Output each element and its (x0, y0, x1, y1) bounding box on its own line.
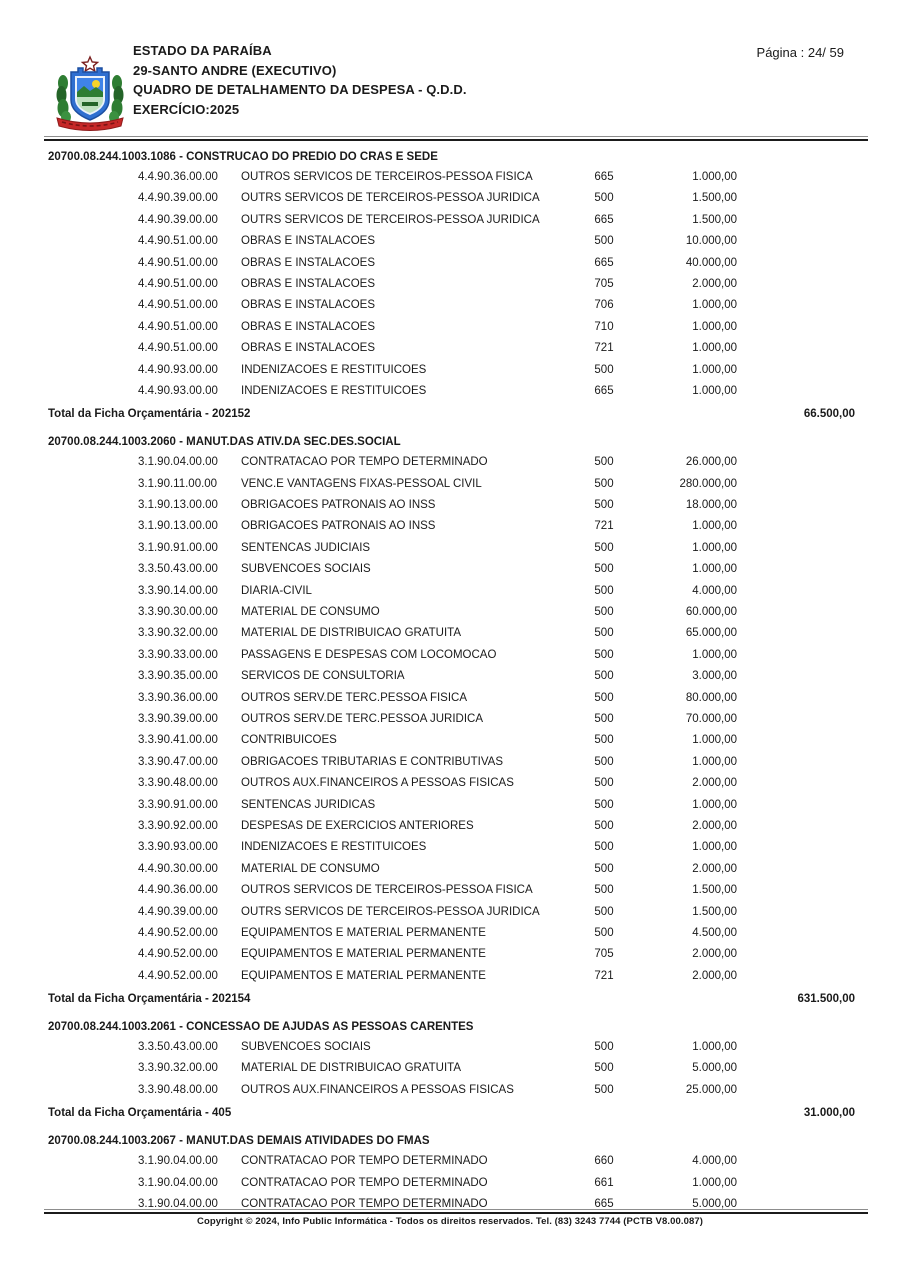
row-source: 665 (594, 1198, 614, 1211)
row-value: 280.000,00 (679, 477, 737, 490)
row-code: 4.4.90.39.00.00 (138, 905, 218, 918)
header-exercise: EXERCÍCIO:2025 (133, 101, 240, 117)
footer-divider (44, 1209, 868, 1214)
table-row (45, 688, 865, 709)
budget-section (45, 145, 865, 426)
row-value: 1.000,00 (692, 363, 737, 376)
row-description: SENTENCAS JUDICIAIS (241, 541, 371, 554)
row-code: 3.1.90.04.00.00 (138, 1155, 218, 1168)
section-title: 20700.08.244.1003.2060 - MANUT.DAS ATIV.DA SEC.DES.SOCIAL (48, 436, 401, 449)
row-code: 3.3.90.32.00.00 (138, 1062, 218, 1075)
row-code: 3.1.90.04.00.00 (138, 456, 218, 469)
row-code: 3.1.90.11.00.00 (138, 477, 218, 490)
row-value: 2.000,00 (692, 777, 737, 790)
section-total (45, 987, 865, 1011)
row-code: 3.1.90.13.00.00 (138, 499, 218, 512)
total-label: Total da Ficha Orçamentária - 202152 (48, 408, 251, 421)
row-code: 4.4.90.30.00.00 (138, 862, 218, 875)
table-row (45, 923, 865, 944)
section-rows (45, 452, 865, 987)
row-source: 665 (594, 384, 614, 397)
table-row (45, 253, 865, 274)
row-source: 500 (594, 798, 614, 811)
total-value: 66.500,00 (803, 408, 855, 421)
section-rows (45, 167, 865, 402)
row-source: 500 (594, 563, 614, 576)
row-value: 3.000,00 (692, 670, 737, 683)
row-source: 500 (594, 477, 614, 490)
total-label: Total da Ficha Orçamentária - 405 (48, 1107, 232, 1120)
row-code: 3.3.90.39.00.00 (138, 712, 218, 725)
table-row (45, 360, 865, 381)
row-source: 500 (594, 691, 614, 704)
row-code: 3.3.50.43.00.00 (138, 563, 218, 576)
row-value: 1.000,00 (692, 384, 737, 397)
table-row (45, 452, 865, 473)
section-title: 20700.08.244.1003.2061 - CONCESSAO DE AJUDAS AS PESSOAS CARENTES (48, 1021, 474, 1034)
row-value: 5.000,00 (692, 1198, 737, 1211)
total-value: 631.500,00 (797, 993, 855, 1006)
row-code: 3.3.90.92.00.00 (138, 819, 218, 832)
row-description: OBRIGACOES TRIBUTARIAS E CONTRIBUTIVAS (241, 755, 503, 768)
row-description: OUTROS SERV.DE TERC.PESSOA JURIDICA (241, 712, 483, 725)
table-row (45, 1151, 865, 1172)
row-value: 60.000,00 (685, 606, 737, 619)
row-value: 1.000,00 (692, 734, 737, 747)
row-value: 1.000,00 (692, 1176, 737, 1189)
row-value: 2.000,00 (692, 819, 737, 832)
row-code: 3.1.90.04.00.00 (138, 1198, 218, 1211)
row-source: 661 (594, 1176, 614, 1189)
row-description: CONTRIBUICOES (241, 734, 337, 747)
row-source: 500 (594, 1062, 614, 1075)
row-description: OUTROS SERV.DE TERC.PESSOA FISICA (241, 691, 468, 704)
table-row (45, 1080, 865, 1101)
row-source: 500 (594, 884, 614, 897)
row-description: DESPESAS DE EXERCICIOS ANTERIORES (241, 819, 474, 832)
report-body (45, 141, 865, 1215)
row-value: 1.000,00 (692, 171, 737, 183)
row-source: 500 (594, 670, 614, 683)
row-value: 4.000,00 (692, 584, 737, 597)
row-source: 721 (594, 520, 614, 533)
row-description: OBRAS E INSTALACOES (241, 277, 375, 290)
row-code: 4.4.90.39.00.00 (138, 213, 218, 226)
row-value: 1.500,00 (692, 884, 737, 897)
table-row (45, 623, 865, 644)
row-source: 500 (594, 841, 614, 854)
table-row (45, 966, 865, 987)
row-description: SUBVENCOES SOCIAIS (241, 563, 371, 576)
row-code: 3.3.90.14.00.00 (138, 584, 218, 597)
copyright-text: Copyright © 2024, Info Public Informática - Todos os direitos reservados. Tel. (83) 3243 7744 (PCTB V8.00.087) (197, 1216, 703, 1227)
row-description: OBRIGACOES PATRONAIS AO INSS (241, 520, 436, 533)
row-value: 65.000,00 (685, 627, 737, 640)
row-source: 665 (594, 256, 614, 269)
row-description: MATERIAL DE DISTRIBUICAO GRATUITA (241, 627, 462, 640)
row-code: 3.3.90.91.00.00 (138, 798, 218, 811)
row-description: VENC.E VANTAGENS FIXAS-PESSOAL CIVIL (241, 477, 482, 490)
row-code: 3.1.90.13.00.00 (138, 520, 218, 533)
row-source: 500 (594, 1041, 614, 1054)
table-row (45, 709, 865, 730)
row-value: 1.000,00 (692, 648, 737, 661)
table-row (45, 295, 865, 316)
row-code: 4.4.90.36.00.00 (138, 171, 218, 183)
row-code: 4.4.90.51.00.00 (138, 342, 218, 355)
row-source: 500 (594, 648, 614, 661)
row-source: 500 (594, 905, 614, 918)
budget-section (45, 430, 865, 1011)
table-row (45, 880, 865, 901)
row-code: 3.3.90.32.00.00 (138, 627, 218, 640)
row-value: 4.000,00 (692, 1155, 737, 1168)
row-description: CONTRATACAO POR TEMPO DETERMINADO (241, 456, 488, 469)
row-value: 26.000,00 (685, 456, 737, 469)
row-source: 500 (594, 755, 614, 768)
row-value: 5.000,00 (692, 1062, 737, 1075)
row-code: 3.3.50.43.00.00 (138, 1041, 218, 1054)
row-description: MATERIAL DE CONSUMO (241, 862, 380, 875)
row-description: MATERIAL DE DISTRIBUICAO GRATUITA (241, 1062, 462, 1075)
row-code: 4.4.90.39.00.00 (138, 192, 218, 205)
row-code: 4.4.90.93.00.00 (138, 384, 218, 397)
row-description: CONTRATACAO POR TEMPO DETERMINADO (241, 1176, 488, 1189)
row-source: 500 (594, 627, 614, 640)
row-code: 3.3.90.48.00.00 (138, 1083, 218, 1096)
row-code: 3.3.90.47.00.00 (138, 755, 218, 768)
table-row (45, 274, 865, 295)
row-description: SUBVENCOES SOCIAIS (241, 1041, 371, 1054)
row-code: 4.4.90.51.00.00 (138, 256, 218, 269)
row-value: 2.000,00 (692, 969, 737, 982)
section-title: 20700.08.244.1003.2067 - MANUT.DAS DEMAIS ATIVIDADES DO FMAS (48, 1135, 430, 1148)
section-title: 20700.08.244.1003.1086 - CONSTRUCAO DO PREDIO DO CRAS E SEDE (48, 151, 438, 163)
row-source: 665 (594, 171, 614, 183)
row-source: 706 (594, 299, 614, 312)
row-source: 721 (594, 969, 614, 982)
row-description: INDENIZACOES E RESTITUICOES (241, 384, 427, 397)
table-row (45, 1173, 865, 1194)
header-entity: 29-SANTO ANDRE (EXECUTIVO) (133, 62, 337, 78)
row-source: 500 (594, 235, 614, 248)
row-description: OUTROS AUX.FINANCEIROS A PESSOAS FISICAS (241, 777, 514, 790)
row-source: 660 (594, 1155, 614, 1168)
row-value: 1.000,00 (692, 520, 737, 533)
row-source: 665 (594, 213, 614, 226)
row-code: 4.4.90.52.00.00 (138, 926, 218, 939)
row-value: 1.000,00 (692, 299, 737, 312)
table-row (45, 859, 865, 880)
row-description: CONTRATACAO POR TEMPO DETERMINADO (241, 1198, 488, 1211)
row-source: 705 (594, 277, 614, 290)
paraiba-coat-of-arms-icon (54, 55, 126, 135)
header-report-title: QUADRO DE DETALHAMENTO DA DESPESA - Q.D.D. (133, 82, 467, 97)
row-description: OUTROS SERVICOS DE TERCEIROS-PESSOA FISICA (241, 884, 533, 897)
row-value: 1.000,00 (692, 541, 737, 554)
row-value: 1.000,00 (692, 320, 737, 333)
total-label: Total da Ficha Orçamentária - 202154 (48, 993, 251, 1006)
row-source: 500 (594, 926, 614, 939)
row-value: 10.000,00 (685, 235, 737, 248)
table-row (45, 837, 865, 858)
row-code: 3.3.90.36.00.00 (138, 691, 218, 704)
table-row (45, 902, 865, 923)
row-source: 500 (594, 1083, 614, 1096)
row-source: 500 (594, 456, 614, 469)
table-row (45, 795, 865, 816)
row-code: 3.3.90.41.00.00 (138, 734, 218, 747)
row-code: 3.3.90.93.00.00 (138, 841, 218, 854)
row-code: 4.4.90.36.00.00 (138, 884, 218, 897)
table-row (45, 474, 865, 495)
section-total (45, 1101, 865, 1125)
row-code: 4.4.90.51.00.00 (138, 320, 218, 333)
row-description: OUTROS AUX.FINANCEIROS A PESSOAS FISICAS (241, 1083, 514, 1096)
report-header (133, 41, 467, 119)
row-value: 1.500,00 (692, 905, 737, 918)
section-rows (45, 1037, 865, 1101)
row-value: 2.000,00 (692, 948, 737, 961)
row-description: OUTRS SERVICOS DE TERCEIROS-PESSOA JURIDICA (241, 905, 540, 918)
table-row (45, 816, 865, 837)
row-code: 4.4.90.51.00.00 (138, 277, 218, 290)
row-value: 25.000,00 (685, 1083, 737, 1096)
row-value: 2.000,00 (692, 862, 737, 875)
row-source: 500 (594, 499, 614, 512)
table-row (45, 317, 865, 338)
row-code: 3.3.90.48.00.00 (138, 777, 218, 790)
row-description: INDENIZACOES E RESTITUICOES (241, 841, 427, 854)
table-row (45, 167, 865, 188)
row-code: 3.3.90.33.00.00 (138, 648, 218, 661)
table-row (45, 188, 865, 209)
row-source: 705 (594, 948, 614, 961)
table-row (45, 538, 865, 559)
row-description: OUTRS SERVICOS DE TERCEIROS-PESSOA JURIDICA (241, 213, 540, 226)
row-source: 500 (594, 712, 614, 725)
row-code: 3.1.90.91.00.00 (138, 541, 218, 554)
page-number: Página : 24/ 59 (756, 45, 844, 60)
row-value: 1.500,00 (692, 213, 737, 226)
row-description: MATERIAL DE CONSUMO (241, 606, 380, 619)
table-row (45, 666, 865, 687)
row-value: 4.500,00 (692, 926, 737, 939)
budget-section (45, 1129, 865, 1215)
table-row (45, 1058, 865, 1079)
table-row (45, 645, 865, 666)
row-source: 500 (594, 862, 614, 875)
table-row (45, 773, 865, 794)
table-row (45, 559, 865, 580)
row-description: OBRIGACOES PATRONAIS AO INSS (241, 499, 436, 512)
row-description: EQUIPAMENTOS E MATERIAL PERMANENTE (241, 926, 486, 939)
row-source: 500 (594, 734, 614, 747)
section-total (45, 402, 865, 426)
row-code: 4.4.90.51.00.00 (138, 235, 218, 248)
row-source: 500 (594, 192, 614, 205)
table-row (45, 210, 865, 231)
row-value: 1.000,00 (692, 563, 737, 576)
section-rows (45, 1151, 865, 1215)
table-row (45, 338, 865, 359)
row-value: 1.000,00 (692, 755, 737, 768)
row-description: OBRAS E INSTALACOES (241, 320, 375, 333)
row-description: OBRAS E INSTALACOES (241, 299, 375, 312)
table-row (45, 944, 865, 965)
table-row (45, 231, 865, 252)
row-value: 1.000,00 (692, 1041, 737, 1054)
table-row (45, 602, 865, 623)
row-value: 1.500,00 (692, 192, 737, 205)
row-value: 80.000,00 (685, 691, 737, 704)
row-description: EQUIPAMENTOS E MATERIAL PERMANENTE (241, 948, 486, 961)
row-source: 500 (594, 363, 614, 376)
row-code: 3.1.90.04.00.00 (138, 1176, 218, 1189)
row-source: 721 (594, 342, 614, 355)
row-value: 70.000,00 (685, 712, 737, 725)
row-description: OBRAS E INSTALACOES (241, 342, 375, 355)
row-value: 18.000,00 (685, 499, 737, 512)
row-code: 3.3.90.30.00.00 (138, 606, 218, 619)
row-value: 2.000,00 (692, 277, 737, 290)
row-description: CONTRATACAO POR TEMPO DETERMINADO (241, 1155, 488, 1168)
table-row (45, 1037, 865, 1058)
total-value: 31.000,00 (803, 1107, 855, 1120)
row-code: 4.4.90.52.00.00 (138, 948, 218, 961)
row-description: PASSAGENS E DESPESAS COM LOCOMOCAO (241, 648, 497, 661)
row-code: 3.3.90.35.00.00 (138, 670, 218, 683)
row-value: 1.000,00 (692, 342, 737, 355)
row-value: 40.000,00 (685, 256, 737, 269)
header-state: ESTADO DA PARAÍBA (133, 43, 272, 58)
row-source: 500 (594, 606, 614, 619)
table-row (45, 730, 865, 751)
budget-section (45, 1015, 865, 1125)
row-description: SENTENCAS JURIDICAS (241, 798, 376, 811)
row-value: 1.000,00 (692, 798, 737, 811)
table-row (45, 495, 865, 516)
row-code: 4.4.90.52.00.00 (138, 969, 218, 982)
row-description: OUTROS SERVICOS DE TERCEIROS-PESSOA FISICA (241, 171, 533, 183)
row-description: INDENIZACOES E RESTITUICOES (241, 363, 427, 376)
row-source: 500 (594, 819, 614, 832)
table-row (45, 752, 865, 773)
row-description: SERVICOS DE CONSULTORIA (241, 670, 405, 683)
row-code: 4.4.90.51.00.00 (138, 299, 218, 312)
row-description: DIARIA-CIVIL (241, 584, 312, 597)
row-source: 710 (594, 320, 614, 333)
row-source: 500 (594, 777, 614, 790)
row-description: OBRAS E INSTALACOES (241, 235, 375, 248)
row-description: OUTRS SERVICOS DE TERCEIROS-PESSOA JURIDICA (241, 192, 540, 205)
table-row (45, 381, 865, 402)
row-code: 4.4.90.93.00.00 (138, 363, 218, 376)
row-description: EQUIPAMENTOS E MATERIAL PERMANENTE (241, 969, 486, 982)
table-row (45, 581, 865, 602)
row-value: 1.000,00 (692, 841, 737, 854)
row-source: 500 (594, 541, 614, 554)
row-description: OBRAS E INSTALACOES (241, 256, 375, 269)
table-row (45, 516, 865, 537)
row-source: 500 (594, 584, 614, 597)
